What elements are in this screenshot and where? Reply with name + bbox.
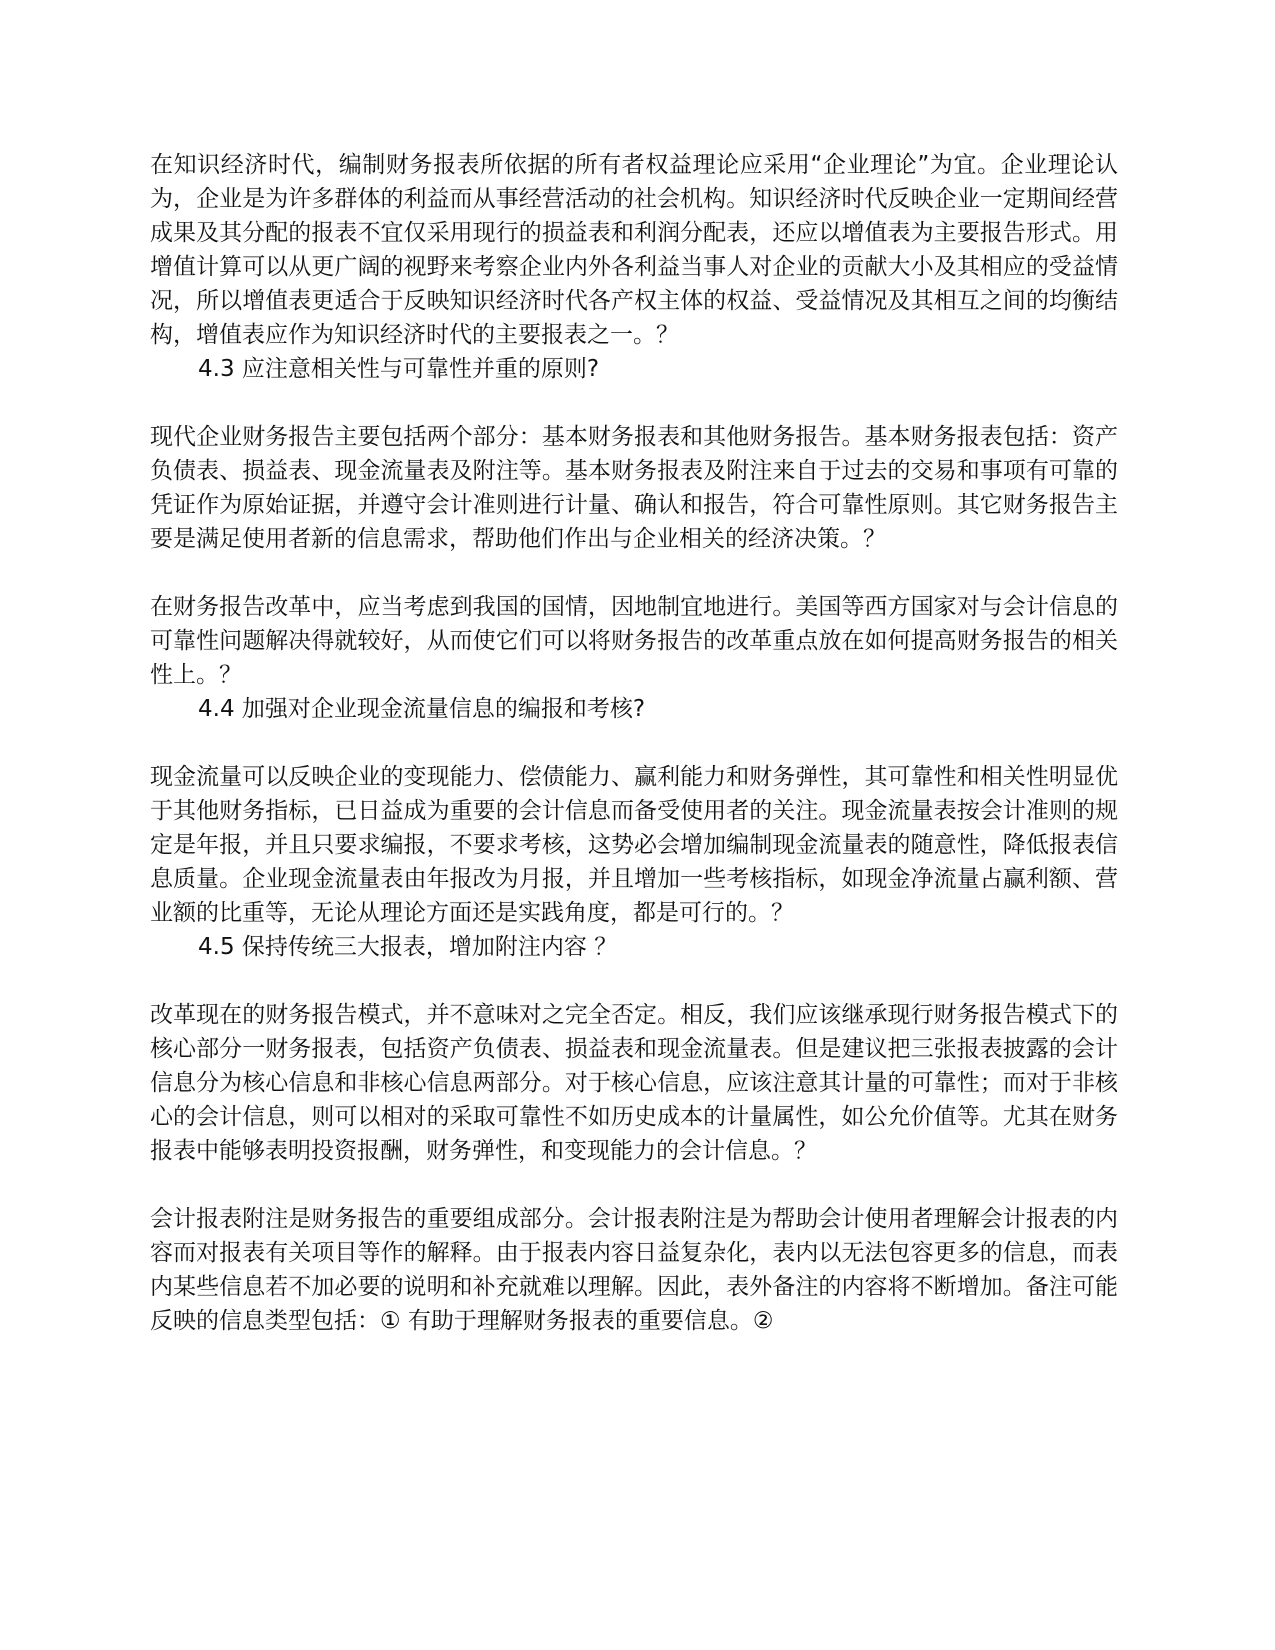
paragraph-spacer xyxy=(150,556,1118,590)
section-heading-4-3: 4.3 应注意相关性与可靠性并重的原则? xyxy=(198,356,600,382)
paragraph-enterprise-theory: 在知识经济时代，编制财务报表所依据的所有者权益理论应采用“企业理论”为宜。企业理论认为，企业是为许多群体的利益而从事经营活动的社会机构。知识经济时代反映企业一定期间经营成果及其分配的报表不宜仅采用现行的损益表和利润分配表，还应以增值表为主要报告形式。用增值计算可以从更广阔的视野来考察企业内外各利益当事人对企业的贡献大小及其相应的受益情况，所以增值表更适合于反映知识经济时代各产权主体的权益、受益情况及其相互之间的均衡结构，增值表应作为知识经济时代的主要报表之一。？ xyxy=(150,152,1118,348)
paragraph-cash-flow: 现金流量可以反映企业的变现能力、偿债能力、赢利能力和财务弹性，其可靠性和相关性明显优于其他财务指标，已日益成为重要的会计信息而备受使用者的关注。现金流量表按会计准则的规定是年报，并且只要求编报，不要求考核，这势必会增加编制现金流量表的随意性，降低报表信息质量。企业现金流量表由年报改为月报，并且增加一些考核指标，如现金净流量占赢利额、营业额的比重等，无论从理论方面还是实践角度，都是可行的。？ xyxy=(150,764,1118,926)
paragraph-keep-three-statements: 改革现在的财务报告模式，并不意味对之完全否定。相反，我们应该继承现行财务报告模式下的核心部分一财务报表，包括资产负债表、损益表和现金流量表。但是建议把三张报表披露的会计信息分为核心信息和非核心信息两部分。对于核心信息，应该注意其计量的可靠性；而对于非核心的会计信息，则可以相对的采取可靠性不如历史成本的计量属性，如公允价值等。尤其在财务报表中能够表明投资报酬，财务弹性，和变现能力的会计信息。？ xyxy=(150,1002,1118,1164)
section-heading-4-4: 4.4 加强对企业现金流量信息的编报和考核? xyxy=(198,696,646,722)
paragraph-spacer xyxy=(150,726,1118,760)
paragraph-spacer xyxy=(150,964,1118,998)
paragraph-reform-national-conditions: 在财务报告改革中，应当考虑到我国的国情，因地制宜地进行。美国等西方国家对与会计信息的可靠性问题解决得就较好，从而使它们可以将财务报告的改革重点放在如何提高财务报告的相关性上。？ xyxy=(150,594,1118,688)
section-heading-4-5: 4.5 保持传统三大报表，增加附注内容 ？ xyxy=(198,934,618,960)
paragraph-spacer xyxy=(150,386,1118,420)
paragraph-spacer xyxy=(150,1168,1118,1202)
paragraph-financial-report-parts: 现代企业财务报告主要包括两个部分：基本财务报表和其他财务报告。基本财务报表包括：资产负债表、损益表、现金流量表及附注等。基本财务报表及附注来自于过去的交易和事项有可靠的凭证作为原始证据，并遵守会计准则进行计量、确认和报告，符合可靠性原则。其它财务报告主要是满足使用者新的信息需求，帮助他们作出与企业相关的经济决策。？ xyxy=(150,424,1118,552)
document-page xyxy=(150,148,1118,1338)
paragraph-notes-to-statements: 会计报表附注是财务报告的重要组成部分。会计报表附注是为帮助会计使用者理解会计报表的内容而对报表有关项目等作的解释。由于报表内容日益复杂化，表内以无法包容更多的信息，而表内某些信息若不加必要的说明和补充就难以理解。因此，表外备注的内容将不断增加。备注可能反映的信息类型包括：① 有助于理解财务报表的重要信息。② xyxy=(150,1206,1118,1334)
